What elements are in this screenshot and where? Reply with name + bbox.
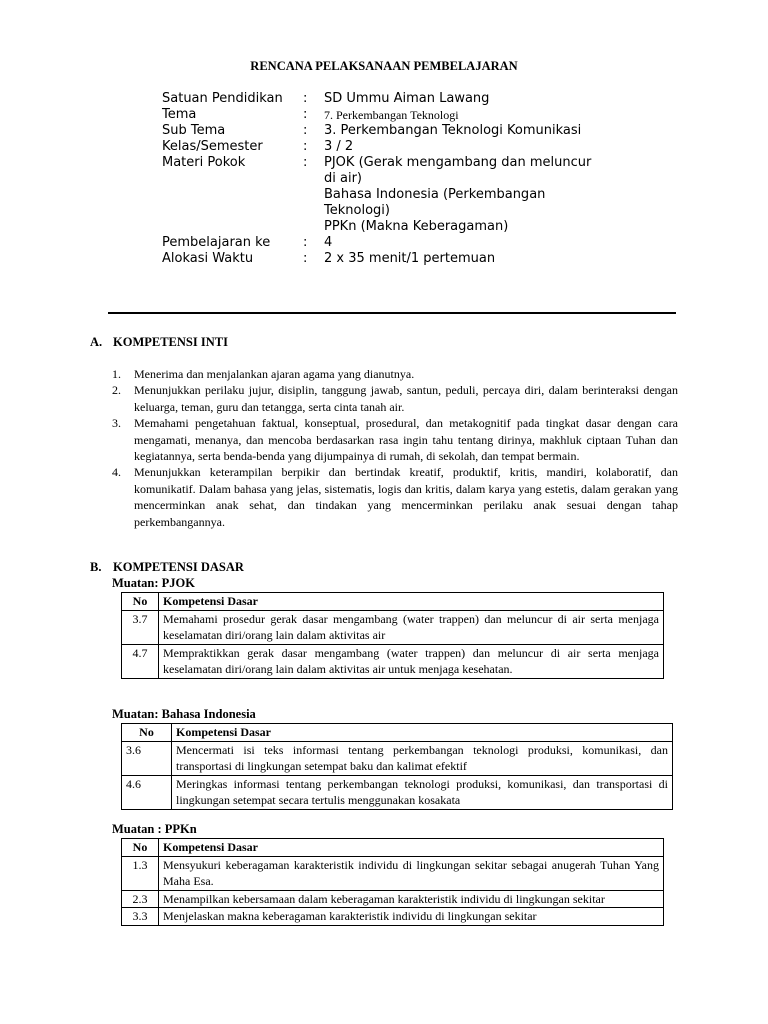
document-title: RENCANA PELAKSANAAN PEMBELAJARAN: [250, 59, 518, 73]
colon: :: [303, 123, 308, 138]
materi-line: PPKn (Makna Keberagaman): [324, 219, 509, 234]
table-row: [122, 644, 664, 678]
list-item: [112, 366, 678, 382]
kd-text: Mempraktikkan gerak dasar mengambang (water trappen) dan meluncur di air serta menjaga keselamatan diri/orang lain dalam aktivitas air untuk menjaga kesehatan.: [159, 644, 664, 678]
column-header-no: No: [122, 593, 159, 611]
kd-number: 3.6: [122, 741, 172, 775]
kd-text: Menjelaskan makna keberagaman karakteristik individu di lingkungan sekitar: [159, 908, 664, 926]
table-row: [122, 775, 673, 809]
colon: :: [303, 235, 308, 250]
identity-label: Kelas/Semester: [162, 139, 263, 154]
muatan-label-bahasa: Muatan: Bahasa Indonesia: [112, 707, 256, 721]
table-header-row: [122, 839, 664, 857]
section-a-heading: [90, 335, 228, 350]
colon: :: [303, 251, 308, 266]
kd-text: Mensyukuri keberagaman karakteristik individu di lingkungan sekitar sebagai anugerah Tuhan Yang Maha Esa.: [159, 856, 664, 890]
colon: :: [303, 155, 308, 170]
identity-row-kelas: [162, 139, 602, 155]
table-row: [122, 890, 664, 908]
item-text: Menunjukkan keterampilan berpikir dan bertindak kreatif, produktif, kritis, mandiri, kolaboratif, dan komunikatif. Dalam bahasa yang jelas, sistematis, logis dan kritis, dalam karya yang estetis, dalam gerakan yang mencerminkan anak sehat, dan tindakan yang mencerminkan perilaku anak sesuai dengan tahap perkembangannya.: [134, 465, 678, 529]
kd-table-bahasa: [121, 723, 673, 810]
kd-number: 3.7: [122, 610, 159, 644]
identity-label: Alokasi Waktu: [162, 251, 254, 266]
identity-label: Tema: [162, 107, 197, 122]
identity-value: SD Ummu Aiman Lawang: [324, 91, 490, 106]
identity-value: [324, 155, 602, 235]
kd-table-ppkn: [121, 838, 664, 926]
list-item: [112, 464, 678, 530]
identity-label: Materi Pokok: [162, 155, 246, 170]
kd-number: 4.6: [122, 775, 172, 809]
kd-text: Menampilkan kebersamaan dalam keberagaman karakteristik individu di lingkungan sekitar: [159, 890, 664, 908]
section-letter: A.: [90, 335, 103, 349]
kompetensi-inti-list: [112, 366, 678, 530]
section-title: KOMPETENSI INTI: [113, 335, 228, 349]
colon: :: [303, 91, 308, 106]
muatan-label-pjok: Muatan: PJOK: [112, 576, 195, 590]
identity-value: 7. Perkembangan Teknologi: [324, 108, 459, 122]
item-text: Menerima dan menjalankan ajaran agama yang dianutnya.: [134, 367, 415, 381]
identity-value: 2 x 35 menit/1 pertemuan: [324, 251, 496, 266]
column-header-kd: Kompetensi Dasar: [159, 839, 664, 857]
table-header-row: [122, 593, 664, 611]
column-header-no: No: [122, 839, 159, 857]
identity-value: 4: [324, 235, 333, 250]
table-header-row: [122, 724, 673, 742]
identity-row-satuan: [162, 91, 602, 107]
identity-row-tema: [162, 107, 602, 123]
materi-line: PJOK (Gerak mengambang dan meluncur di air): [324, 155, 592, 186]
kd-number: 3.3: [122, 908, 159, 926]
kd-text: Mencermati isi teks informasi tentang perkembangan teknologi produksi, komunikasi, dan transportasi di lingkungan setempat baku dan kalimat efektif: [172, 741, 673, 775]
identity-value: 3 / 2: [324, 139, 354, 154]
column-header-kd: Kompetensi Dasar: [172, 724, 673, 742]
section-letter: B.: [90, 560, 102, 574]
identity-row-subtema: [162, 123, 602, 139]
item-text: Memahami pengetahuan faktual, konseptual, prosedural, dan metakognitif pada tingkat dasar dengan cara mengamati, menanya, dan mencoba berdasarkan rasa ingin tahu tentang dirinya, makhluk ciptaan Tuhan dan kegiatannya, serta benda-benda yang dijumpainya di rumah, di sekolah, dan tempat bermain.: [134, 416, 678, 464]
identity-row-alokasi: [162, 251, 602, 267]
horizontal-divider: [108, 312, 676, 314]
identity-row-materi: [162, 155, 602, 235]
identity-row-pembelajaran: [162, 235, 602, 251]
kd-table-pjok: [121, 592, 664, 679]
identity-value: 3. Perkembangan Teknologi Komunikasi: [324, 123, 582, 138]
identity-label: Pembelajaran ke: [162, 235, 271, 250]
kd-number: 2.3: [122, 890, 159, 908]
colon: :: [303, 107, 308, 122]
kd-number: 1.3: [122, 856, 159, 890]
list-item: [112, 382, 678, 415]
kd-text: Meringkas informasi tentang perkembangan teknologi produksi, komunikasi, dan transportasi di lingkungan setempat secara tertulis menggunakan kosakata: [172, 775, 673, 809]
section-title: KOMPETENSI DASAR: [113, 560, 244, 574]
table-row: [122, 856, 664, 890]
colon: :: [303, 139, 308, 154]
kd-text: Memahami prosedur gerak dasar mengambang (water trappen) dan meluncur di air serta menjaga keselamatan diri/orang lain dalam aktivitas air: [159, 610, 664, 644]
item-number: 3.: [112, 416, 121, 431]
identity-label: Sub Tema: [162, 123, 226, 138]
materi-line: Bahasa Indonesia (Perkembangan Teknologi): [324, 187, 546, 218]
table-row: [122, 741, 673, 775]
section-b-heading: [90, 560, 244, 575]
table-row: [122, 908, 664, 926]
table-row: [122, 610, 664, 644]
identity-table: [162, 91, 602, 267]
item-text: Menunjukkan perilaku jujur, disiplin, tanggung jawab, santun, peduli, percaya diri, dalam berinteraksi dengan keluarga, teman, guru dan tetangga, serta cinta tanah air.: [134, 383, 678, 414]
list-item: [112, 415, 678, 464]
item-number: 2.: [112, 383, 121, 398]
column-header-kd: Kompetensi Dasar: [159, 593, 664, 611]
item-number: 1.: [112, 367, 121, 381]
identity-label: Satuan Pendidikan: [162, 91, 283, 106]
item-number: 4.: [112, 465, 121, 480]
muatan-label-ppkn: Muatan : PPKn: [112, 822, 197, 836]
column-header-no: No: [122, 724, 172, 742]
kd-number: 4.7: [122, 644, 159, 678]
